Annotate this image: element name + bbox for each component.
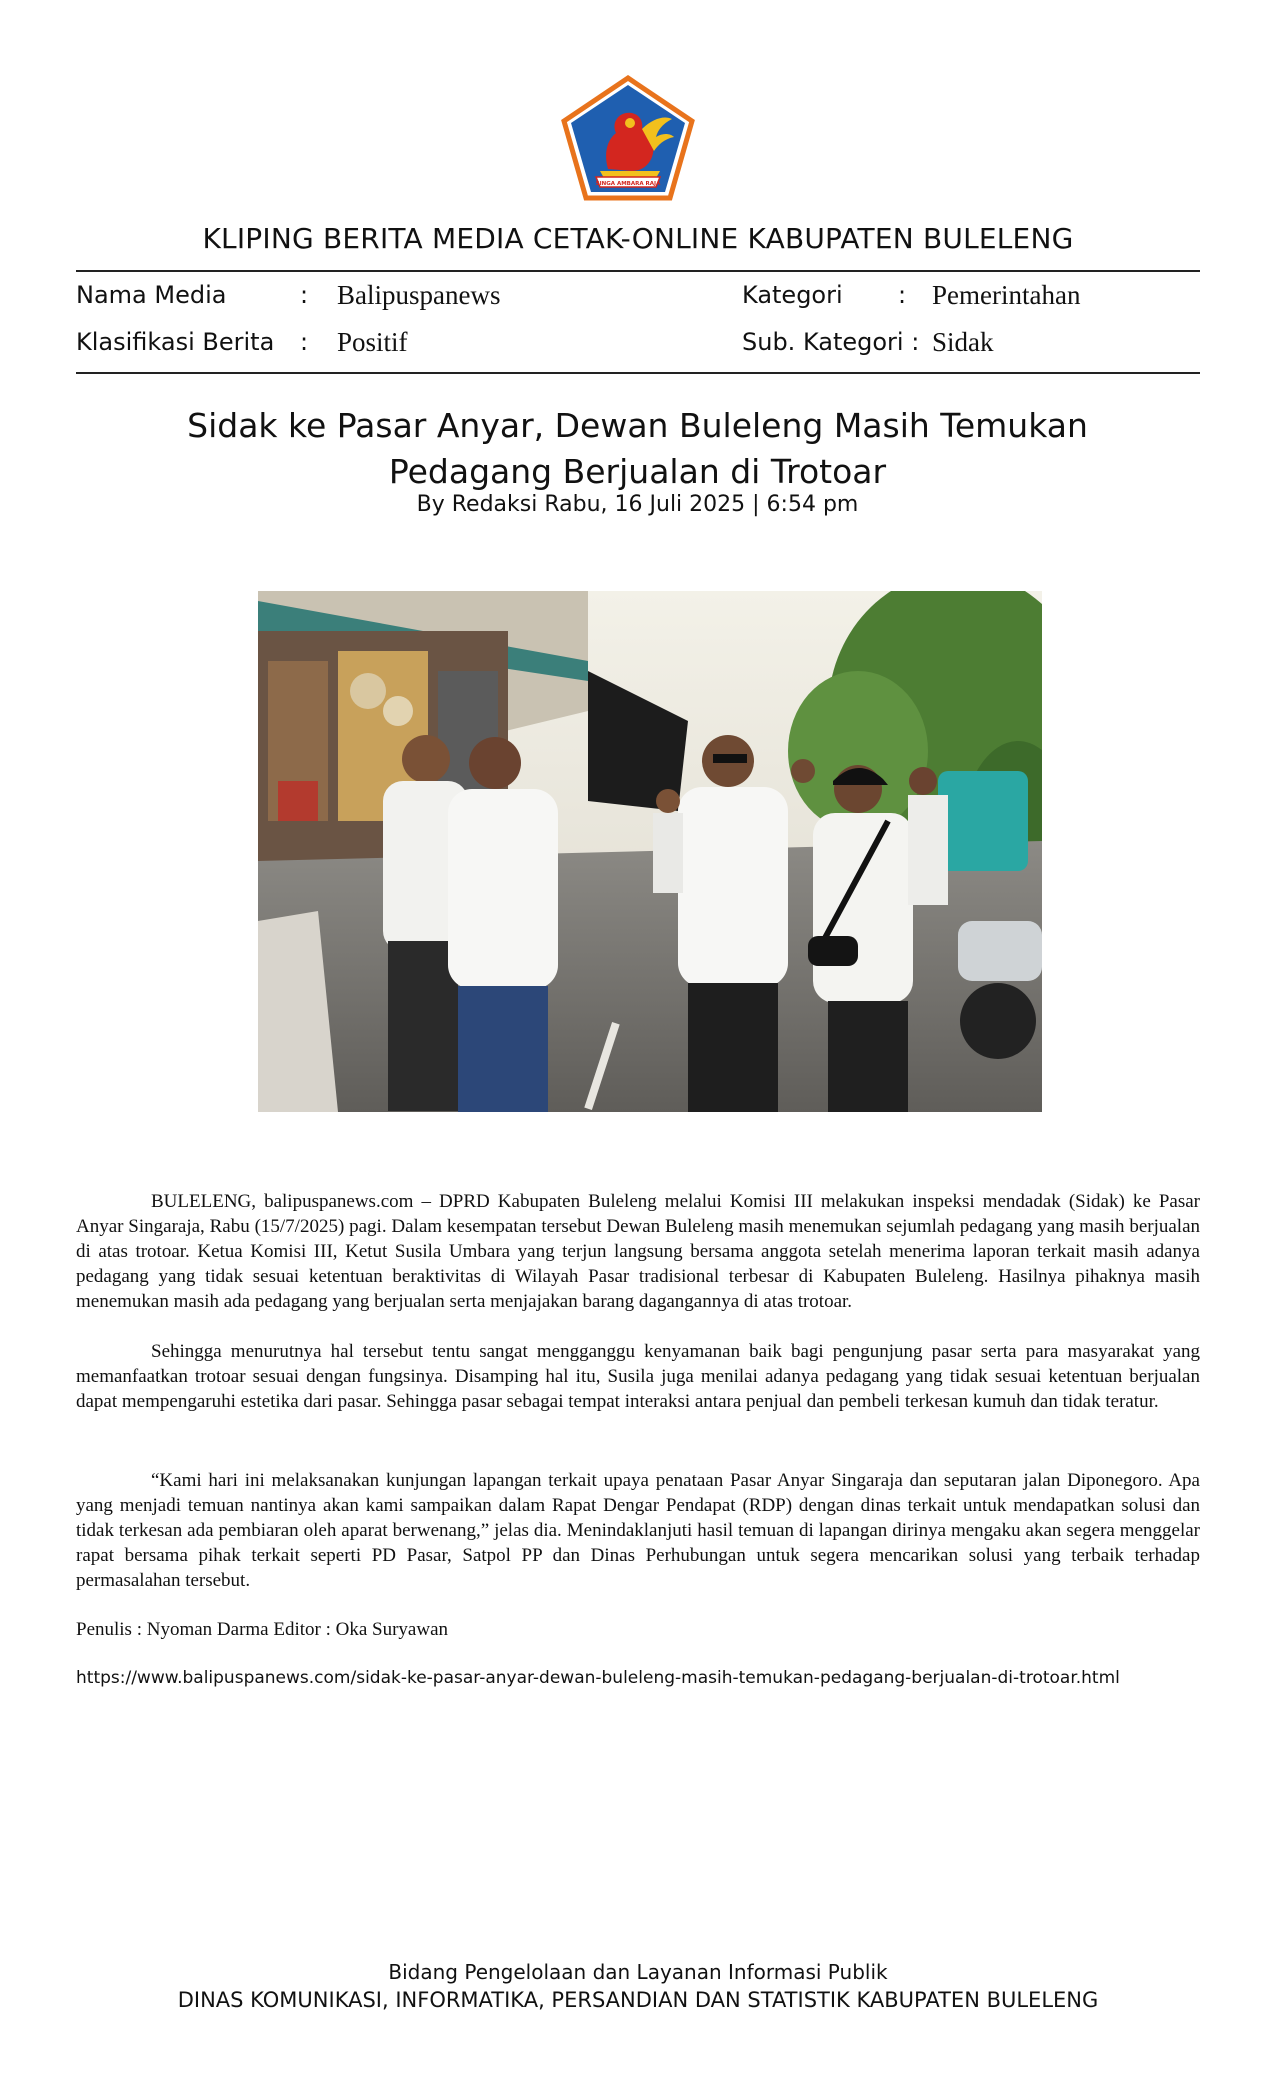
logo-motto-text: SINGA AMBARA RAJA [595, 181, 661, 187]
paragraph-text: Sehingga menurutnya hal tersebut tentu sangat mengganggu kenyamanan baik bagi pengunjung pasar serta para masyarakat yang memanfaatkan trotoar sesuai dengan fungsinya. Disamping hal itu, Susila juga menilai adanya pedagang yang tidak sesuai ketentuan berjualan dapat mempengaruhi estetika dari pasar. Sehingga pasar sebagai tempat interaksi antara penjual dan pembeli terkesan kumuh dan tidak teratur. [76, 1341, 1200, 1412]
header-bottom-rule [76, 372, 1200, 374]
subcategory-label: Sub. Kategori : [742, 328, 920, 356]
article-paragraph-3 [76, 1468, 1200, 1593]
paragraph-text: BULELENG, balipuspanews.com – DPRD Kabupaten Buleleng melalui Komisi III melakukan inspeksi mendadak (Sidak) ke Pasar Anyar Singaraja, Rabu (15/7/2025) pagi. Dalam kesempatan tersebut Dewan Buleleng masih menemukan sejumlah pedagang yang masih berjualan di atas trotoar. Ketua Komisi III, Ketut Susila Umbara yang terjun langsung bersama anggota setelah menerima laporan terkait masih adanya pedagang yang tidak sesuai ketentuan beraktivitas di Wilayah Pasar tradisional terbesar di Kabupaten Buleleng. Hasilnya pihaknya masih menemukan masih ada pedagang yang berjualan serta menjajakan barang dagangannya di atas trotoar. [76, 1191, 1200, 1312]
subcategory-value: Sidak [932, 327, 994, 357]
media-name-label: Nama Media [76, 281, 227, 309]
article-title-line-2: Pedagang Berjualan di Trotoar [388, 452, 887, 491]
article-photo [258, 591, 1042, 1112]
article-title-line-1: Sidak ke Pasar Anyar, Dewan Buleleng Masih Temukan [187, 406, 1088, 445]
article-paragraph-2 [76, 1339, 1200, 1414]
classification-colon: : [300, 328, 309, 356]
article-byline: By Redaksi Rabu, 16 Juli 2025 | 6:54 pm [416, 492, 859, 517]
footer-division: Bidang Pengelolaan dan Layanan Informasi Publik [388, 1960, 888, 1984]
category-colon: : [898, 281, 907, 309]
article-paragraph-1 [76, 1189, 1200, 1314]
article-credits: Penulis : Nyoman Darma Editor : Oka Suryawan [76, 1619, 449, 1640]
classification-value: Positif [337, 327, 408, 357]
document-header-title: KLIPING BERITA MEDIA CETAK-ONLINE KABUPATEN BULELENG [202, 222, 1074, 255]
category-label: Kategori [742, 281, 843, 309]
header-top-rule [76, 270, 1200, 272]
footer-agency: DINAS KOMUNIKASI, INFORMATIKA, PERSANDIAN DAN STATISTIK KABUPATEN BULELENG [177, 1988, 1099, 2012]
paragraph-text: “Kami hari ini melaksanakan kunjungan lapangan terkait upaya penataan Pasar Anyar Singaraja dan seputaran jalan Diponegoro. Apa yang menjadi temuan nantinya akan kami sampaikan dalam Rapat Dengar Pendapat (RDP) dengan dinas terkait untuk mendapatkan solusi dan tidak terkesan ada pembiaran oleh aparat berwenang,” jelas dia. Menindaklanjuti hasil temuan di lapangan dirinya mengaku akan segera menggelar rapat bersama pihak terkait seperti PD Pasar, Satpol PP dan Dinas Perhubungan untuk segera mencarikan solusi yang terbaik terhadap permasalahan tersebut. [76, 1470, 1200, 1591]
buleleng-emblem-logo [560, 75, 696, 201]
source-url-link[interactable]: https://www.balipuspanews.com/sidak-ke-pasar-anyar-dewan-buleleng-masih-temukan-pedagang-berjualan-di-trotoar.html [76, 1668, 1120, 1688]
media-name-value: Balipuspanews [337, 280, 501, 310]
article-title [160, 403, 1115, 495]
classification-label: Klasifikasi Berita [76, 328, 275, 356]
category-value: Pemerintahan [932, 280, 1081, 310]
media-name-colon: : [300, 281, 309, 309]
